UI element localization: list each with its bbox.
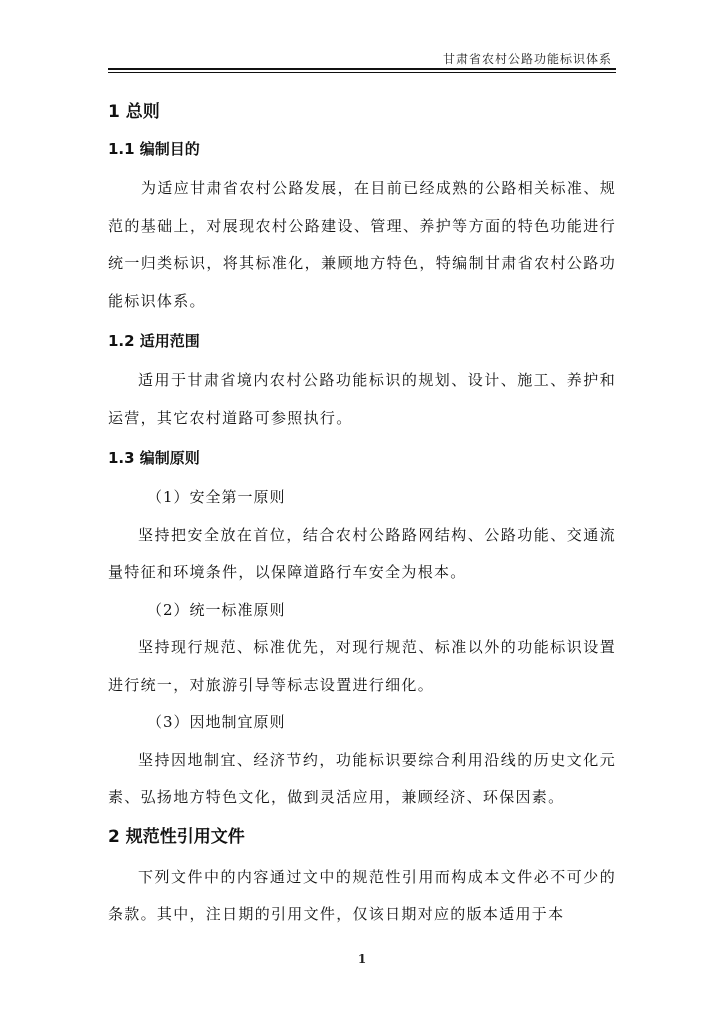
section-1-2-heading: 1.2 适用范围: [108, 332, 200, 350]
principle-1-label: （1）安全第一原则: [147, 488, 286, 506]
header-rule: [108, 68, 616, 70]
principle-3-paragraph: 坚持因地制宜、经济节约，功能标识要综合利用沿线的历史文化元素、弘扬地方特色文化，做到灵活应用，兼顾经济、环保因素。: [108, 750, 616, 806]
principle-2-label: （2）统一标准原则: [147, 600, 286, 619]
principle-3-label: （3）因地制宜原则: [147, 713, 286, 731]
section-1-3-heading: 1.3 编制原则: [108, 449, 200, 467]
page-number: 1: [357, 952, 367, 966]
document-body: [108, 92, 616, 934]
section-1-heading: 1 总则: [108, 102, 160, 122]
header-rule-thin: [108, 72, 616, 73]
principle-1-paragraph: 坚持把安全放在首位，结合农村公路路网结构、公路功能、交通流量特征和环境条件，以保障道路行车安全为根本。: [108, 525, 616, 581]
section-2-paragraph: 下列文件中的内容通过文中的规范性引用而构成本文件必不可少的条款。其中，注日期的引用文件，仅该日期对应的版本适用于本: [108, 867, 616, 923]
section-1-1-heading: 1.1 编制目的: [108, 140, 200, 158]
section-1-2-paragraph: 适用于甘肃省境内农村公路功能标识的规划、设计、施工、养护和运营，其它农村道路可参照执行。: [108, 371, 616, 427]
running-header: 甘肃省农村公路功能标识体系: [442, 52, 612, 66]
section-1-1-paragraph: 为适应甘肃省农村公路发展，在目前已经成熟的公路相关标准、规范的基础上，对展现农村公路建设、管理、养护等方面的特色功能进行统一归类标识，将其标准化，兼顾地方特色，特编制甘肃省农村公路功能标识体系。: [108, 179, 616, 310]
section-2-heading: 2 规范性引用文件: [108, 826, 245, 847]
principle-2-paragraph: 坚持现行规范、标准优先，对现行规范、标准以外的功能标识设置进行统一，对旅游引导等标志设置进行细化。: [108, 638, 616, 694]
